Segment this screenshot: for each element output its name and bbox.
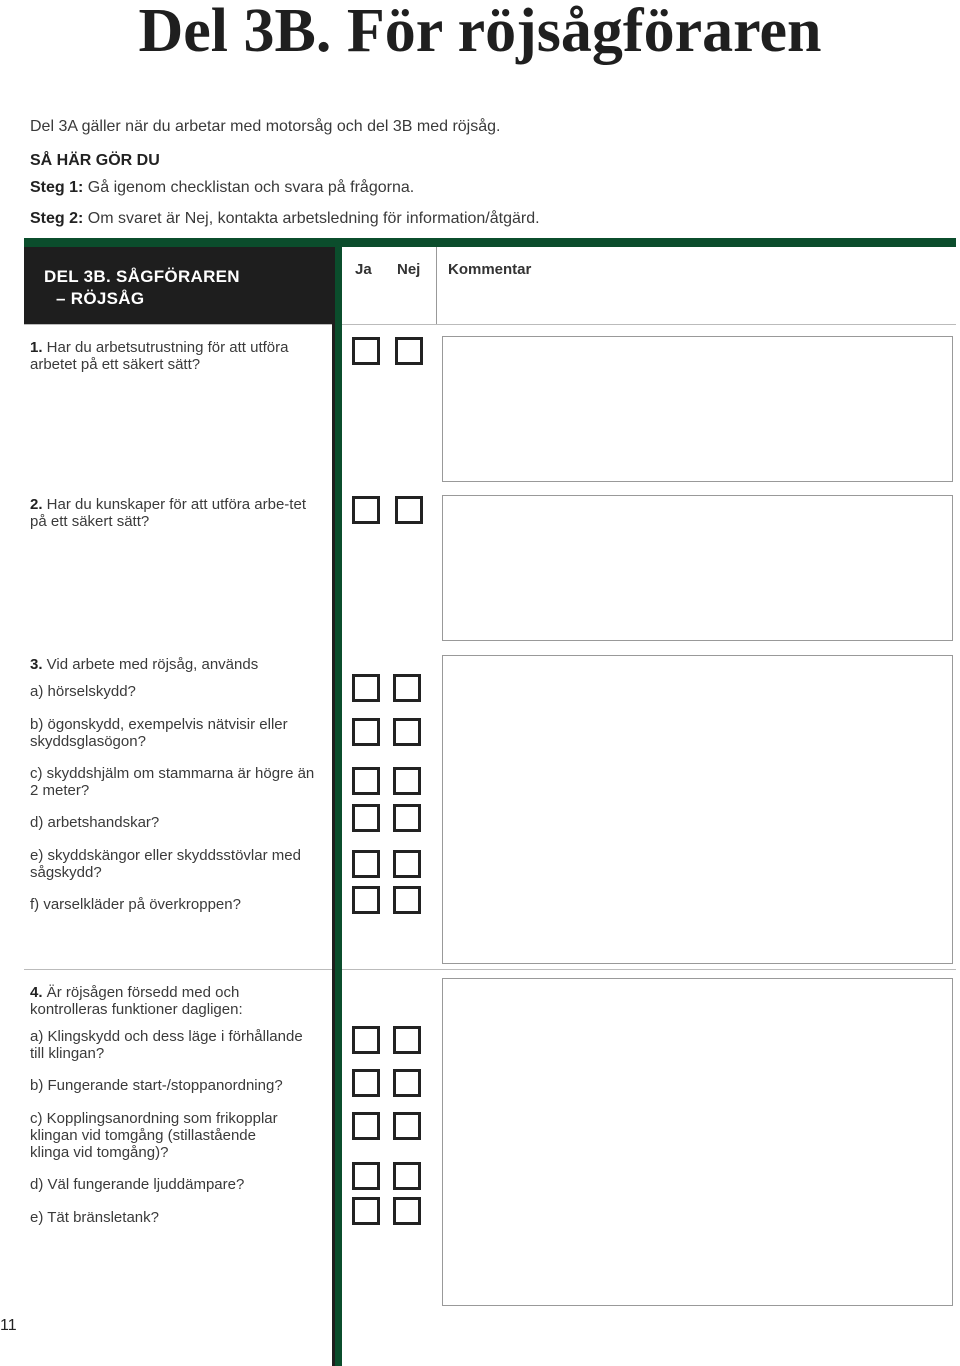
question-4-text: Är röjsågen försedd med och kontrolleras funktioner dagligen: <box>30 984 243 1018</box>
q4-item-c: c) Kopplingsanordning som frikopplar klingan vid tomgång (stillastående klinga vid tomgång)? <box>30 1110 278 1161</box>
q3a-ja-checkbox[interactable] <box>352 674 380 702</box>
step-1-label: Steg 1: <box>30 179 84 196</box>
q3c-ja-checkbox[interactable] <box>352 767 380 795</box>
column-header-nej: Nej <box>397 261 421 278</box>
q3-item-d: d) arbetshandskar? <box>30 814 160 831</box>
q1-comment-field[interactable] <box>442 336 953 482</box>
question-1 <box>30 339 320 373</box>
q3e-nej-checkbox[interactable] <box>393 850 421 878</box>
intro-text: Del 3A gäller när du arbetar med motorsåg och del 3B med röjsåg. <box>30 118 501 135</box>
q2-comment-field[interactable] <box>442 495 953 641</box>
question-2 <box>30 496 306 530</box>
question-3-text: Vid arbete med röjsåg, används <box>42 656 259 673</box>
step-2-text: Om svaret är Nej, kontakta arbetsledning för information/åtgärd. <box>83 210 540 227</box>
question-2-number: 2. <box>30 496 43 513</box>
q4c-nej-checkbox[interactable] <box>393 1112 421 1140</box>
q4-item-a: a) Klingskydd och dess läge i förhållande till klingan? <box>30 1028 303 1062</box>
section-title-line2: – RÖJSÅG <box>56 289 145 308</box>
column-header-kommentar: Kommentar <box>448 261 532 278</box>
question-1-text: Har du arbetsutrustning för att utföra arbetet på ett säkert sätt? <box>30 339 289 373</box>
q3-item-f: f) varselkläder på överkroppen? <box>30 896 241 913</box>
q1-ja-checkbox[interactable] <box>352 337 380 365</box>
q3d-nej-checkbox[interactable] <box>393 804 421 832</box>
q3b-ja-checkbox[interactable] <box>352 718 380 746</box>
instructions-heading: SÅ HÄR GÖR DU <box>30 152 160 169</box>
q4-comment-field[interactable] <box>442 978 953 1306</box>
q4-item-d: d) Väl fungerande ljuddämpare? <box>30 1176 245 1193</box>
section-title <box>44 266 240 310</box>
question-1-number: 1. <box>30 339 43 356</box>
column-divider-edge <box>332 247 335 1366</box>
question-3 <box>30 656 320 673</box>
q3e-ja-checkbox[interactable] <box>352 850 380 878</box>
q1-nej-checkbox[interactable] <box>395 337 423 365</box>
row-divider <box>24 969 332 970</box>
page-title: Del 3B. För röjsågföraren <box>138 0 822 65</box>
q3b-nej-checkbox[interactable] <box>393 718 421 746</box>
q4b-nej-checkbox[interactable] <box>393 1069 421 1097</box>
q3-item-c: c) skyddshjälm om stammarna är högre än 2 meter? <box>30 765 315 799</box>
q4-item-b: b) Fungerande start-/stoppanordning? <box>30 1077 283 1094</box>
step-2-label: Steg 2: <box>30 210 84 227</box>
q3-comment-field[interactable] <box>442 655 953 964</box>
header-divider <box>436 247 437 324</box>
q4d-nej-checkbox[interactable] <box>393 1162 421 1190</box>
q2-nej-checkbox[interactable] <box>395 496 423 524</box>
q4a-nej-checkbox[interactable] <box>393 1026 421 1054</box>
step-2 <box>30 209 540 229</box>
column-header-ja: Ja <box>355 261 372 278</box>
q4b-ja-checkbox[interactable] <box>352 1069 380 1097</box>
q2-ja-checkbox[interactable] <box>352 496 380 524</box>
q4d-ja-checkbox[interactable] <box>352 1162 380 1190</box>
question-4 <box>30 984 312 1018</box>
q3c-nej-checkbox[interactable] <box>393 767 421 795</box>
row-divider <box>342 969 956 970</box>
section-title-line1: DEL 3B. SÅGFÖRAREN <box>44 267 240 286</box>
q4-item-e: e) Tät bränsletank? <box>30 1209 159 1226</box>
step-1 <box>30 178 414 198</box>
question-2-text: Har du kunskaper för att utföra arbe-tet på ett säkert sätt? <box>30 496 306 530</box>
table-top-bar <box>24 238 956 247</box>
row-divider <box>342 324 956 325</box>
q4c-ja-checkbox[interactable] <box>352 1112 380 1140</box>
question-4-number: 4. <box>30 984 43 1001</box>
q3-item-a: a) hörselskydd? <box>30 683 136 700</box>
q3-item-e: e) skyddskängor eller skyddsstövlar med sågskydd? <box>30 847 301 881</box>
q4e-nej-checkbox[interactable] <box>393 1197 421 1225</box>
question-3-number: 3. <box>30 656 43 673</box>
q4a-ja-checkbox[interactable] <box>352 1026 380 1054</box>
step-1-text: Gå igenom checklistan och svara på frågorna. <box>83 179 415 196</box>
q3-item-b: b) ögonskydd, exempelvis nätvisir eller skyddsglasögon? <box>30 716 288 750</box>
q3d-ja-checkbox[interactable] <box>352 804 380 832</box>
q3f-nej-checkbox[interactable] <box>393 886 421 914</box>
q3a-nej-checkbox[interactable] <box>393 674 421 702</box>
q3f-ja-checkbox[interactable] <box>352 886 380 914</box>
q4e-ja-checkbox[interactable] <box>352 1197 380 1225</box>
row-divider <box>24 324 332 325</box>
page-number: 11 <box>0 1317 17 1334</box>
